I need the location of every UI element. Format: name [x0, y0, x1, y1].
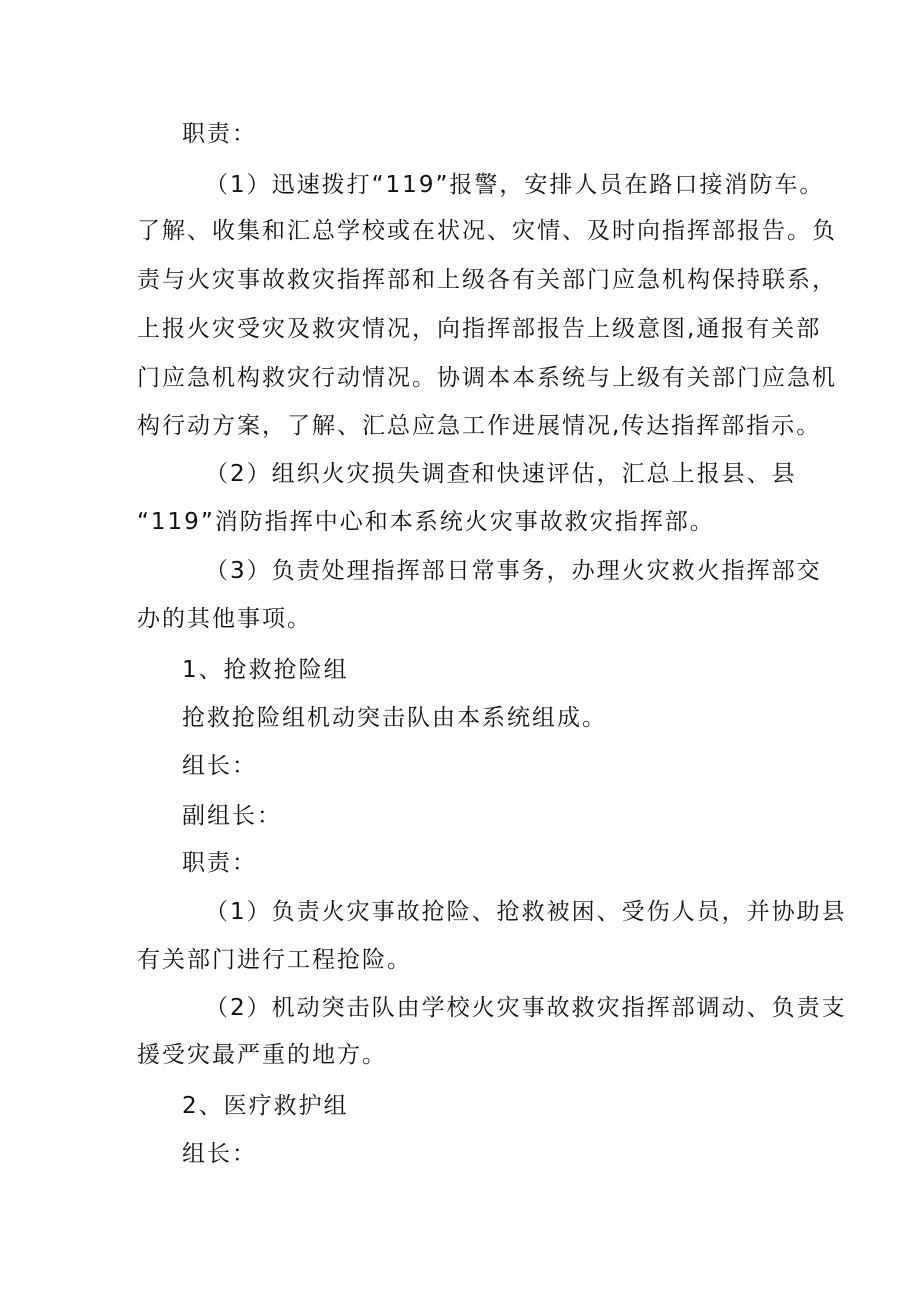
text-line: 有关部门进行工程抢险。 — [137, 947, 412, 973]
text-line: “119”消防指挥中心和本系统火灾事故救灾指挥部。 — [137, 509, 715, 535]
section-heading: 1、抢救抢险组 — [182, 657, 349, 683]
text-line: 抢救抢险组机动突击队由本系统组成。 — [182, 705, 607, 731]
text-line: （3）负责处理指挥部日常事务，办理火灾救火指挥部交 — [205, 558, 822, 584]
text-line: 援受灾最严重的地方。 — [137, 1042, 387, 1068]
text-line: 职责： — [182, 850, 257, 876]
text-line: 组长： — [182, 753, 257, 779]
text-line: 上报火灾受灾及救灾情况，向指挥部报告上级意图,通报有关部 — [137, 316, 822, 342]
text-line: 办的其他事项。 — [137, 606, 312, 632]
text-line: 门应急机构救灾行动情况。协调本本系统与上级有关部门应急机 — [137, 365, 837, 391]
text-line: 组长： — [182, 1141, 257, 1167]
text-line: （2）机动突击队由学校火灾事故救灾指挥部调动、负责支 — [205, 995, 847, 1021]
text-line: 构行动方案，了解、汇总应急工作进展情况,传达指挥部指示。 — [137, 413, 822, 439]
text-line: 职责： — [182, 121, 257, 147]
section-heading: 2、医疗救护组 — [182, 1093, 349, 1119]
text-line: （1）负责火灾事故抢险、抢救被困、受伤人员，并协助县 — [205, 899, 847, 925]
text-line: （2）组织火灾损失调查和快速评估，汇总上报县、县 — [205, 461, 797, 487]
text-line: 责与火灾事故救灾指挥部和上级各有关部门应急机构保持联系， — [137, 267, 837, 293]
text-line: 副组长： — [182, 803, 282, 829]
text-line: （1）迅速拨打“119”报警，安排人员在路口接消防车。 — [205, 172, 825, 198]
text-line: 了解、收集和汇总学校或在状况、灾情、及时向指挥部报告。负 — [137, 218, 837, 244]
